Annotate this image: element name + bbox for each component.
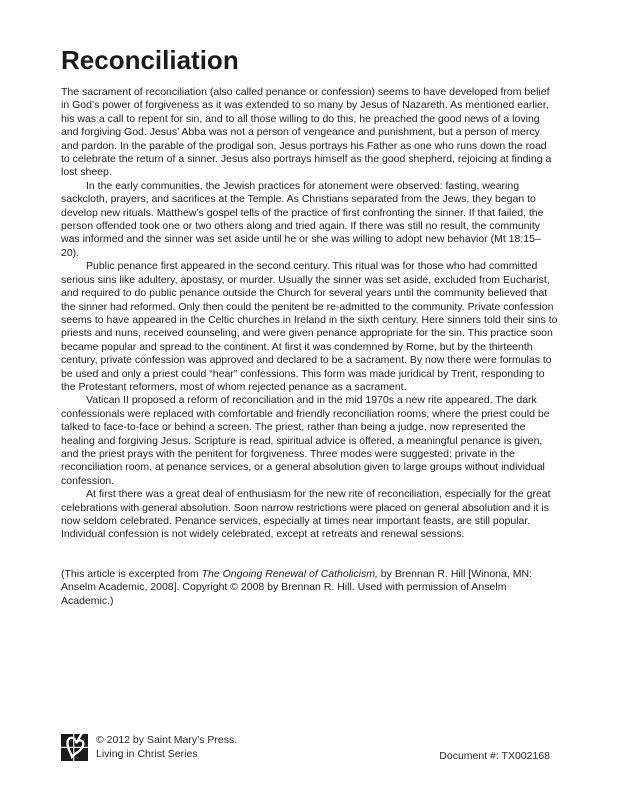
saint-marys-press-heart-logo-icon	[60, 727, 94, 763]
article-body	[61, 45, 558, 608]
footer-text-block	[96, 733, 237, 761]
citation-book-title: The Ongoing Renewal of Catholicism,	[201, 567, 378, 580]
source-citation	[61, 568, 558, 608]
citation-suffix: by Brennan R. Hill [Winona, MN: Anselm Academic, 2008]. Copyright © 2008 by Brennan R. Hill. Used with permission of Anselm Academic.)	[61, 567, 532, 607]
paragraph-3: Public penance first appeared in the second century. This ritual was for those who had committed serious sins like adultery, apostasy, or murder. Usually the sinner was set aside, excluded from Eucharist, and required to do public penance outside the Church for several years until the community believed that the sinner had reformed. Only then could the penitent be re-admitted to the community. Private confession seems to have appeared in the Celtic churches in Ireland in the sixth century. Here sinners told their sins to priests and nuns, received counseling, and were given penance appropriate for the sin. This practice soon became popular and spread to the continent. At first it was condemned by Rome, but by the thirteenth century, private confession was approved and declared to be a sacrament. By now there were formulas to be used and only a priest could “hear” confessions. This form was made juridical by Trent, responding to the Protestant reformers, most of whom rejected penance as a sacrament.	[61, 260, 558, 393]
citation-prefix: (This article is excerpted from	[61, 567, 202, 580]
paragraph-2: In the early communities, the Jewish practices for atonement were observed: fasting, wearing sackcloth, prayers, and sacrifices at the Temple. As Christians separated from the Jews, they began to develop new rituals. Matthew’s gospel tells of the practice of first confronting the sinner. If that failed, the person offended took one or two others along and tried again. If there was still no result, the community was informed and the sinner was set aside until he or she was willing to adopt new behavior (Mt 18:15–20).	[61, 179, 544, 259]
paragraph-5: At first there was a great deal of enthusiasm for the new rite of reconciliation, especially for the great celebrations with general absolution. Soon narrow restrictions were placed on general absolution and it is now seldom celebrated. Penance services, especially at times near important feasts, are still popular. Individual confession is not widely celebrated, except at retreats and renewal sessions.	[61, 488, 551, 541]
document-number: Document #: TX002168	[439, 750, 550, 762]
paragraph-1: The sacrament of reconciliation (also called penance or confession) seems to have developed from belief in God’s power of forgiveness as it was extended to so many by Jesus of Nazareth. As mentioned earlier, his was a call to repent for sin, and to all those willing to do this, he preached the good news of a loving and forgiving God. Jesus’ Abba was not a person of vengeance and punishment, but a person of mercy and pardon. In the parable of the prodigal son, Jesus portrays his Father as one who runs down the road to celebrate the return of a sinner. Jesus also portrays himself as the good shepherd, rejoicing at finding a lost sheep.	[61, 86, 552, 179]
paragraph-4: Vatican II proposed a reform of reconciliation and in the mid 1970s a new rite appeared. The dark confessionals were replaced with comfortable and friendly reconciliation rooms, where the priest could be talked to face-to-face or behind a screen. The priest, rather than being a judge, now represented the healing and forgiving Jesus. Scripture is read, spiritual advice is offered, a meaningful penance is given, and the priest prays with the penitent for forgiveness. Three modes were suggested: private in the reconciliation room, at penance services, or a general absolution given to large groups without individual confession.	[61, 394, 550, 487]
footer-copyright: © 2012 by Saint Mary’s Press.	[96, 734, 238, 746]
footer-series: Living in Christ Series	[96, 748, 198, 760]
page-title: Reconciliation	[61, 45, 239, 75]
